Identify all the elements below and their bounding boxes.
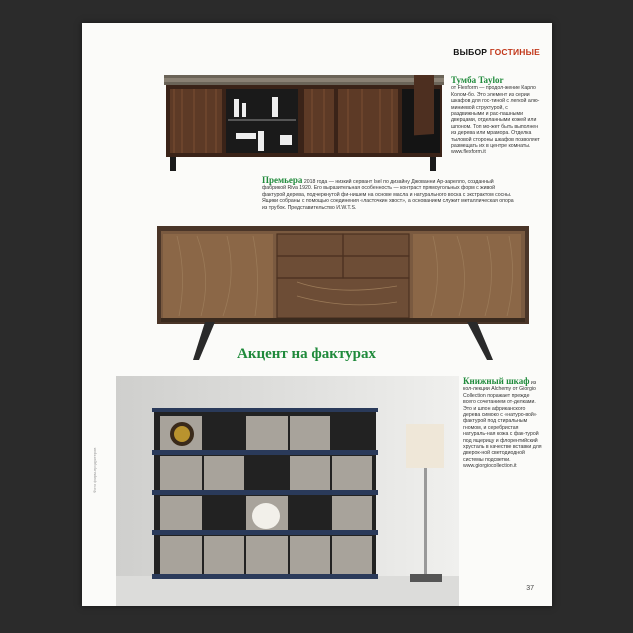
premiere-title: Премьера (262, 175, 303, 185)
alchemy-bookcase-photo (116, 376, 459, 606)
taylor-text: от Flexform — продол-жение Карло Колом-бо. Это элемент из серии шкафов для гос-тиной с легкой алю-миниевой структурой, с раздвижными и рас-пашными дверцами, отделанными кожей или шпоном. Топ мо-жет быть выполнен из дерева или мрамора. Отделка тыловой стороны шкафов позволяет размещать их в центре комнаты. www.flexform.it (451, 85, 540, 156)
isel-sideboard-image (157, 226, 529, 366)
taylor-cabinet-image (162, 75, 447, 185)
section-label: ВЫБОР (453, 47, 488, 57)
bookcase-title: Книжный шкаф (463, 376, 530, 386)
page-number: 37 (526, 585, 534, 592)
taylor-title: Тумба Taylor (451, 75, 504, 85)
photo-credit: Фото фирм-продуктеров (92, 447, 97, 493)
premiere-text: 2018 года — низкий сервант Isel по дизайну Джованни Ар-зарелло, созданный фабрикой Riva 1920. Его выразительная особенность — контраст прямоугольных форм с живой фактурой дерева, подчеркнутой фи-нишем на основе масла и натурального воска с экстрактом сосны. Ящики собраны с помощью соединения «ласточкин хвост», а основанием служит металлическая опора из трубок. Представительство И.W.T.S. (262, 179, 514, 211)
section-heading: Акцент на фактурах (237, 346, 376, 362)
bookcase-text: из кол-лекции Alchemy от Giorgio Collection поражает прежде всего сочетанием от-делками. Это и шпон африканского дерева симоко с «натуро-вой» фактурой под стиральным гномом, и серебристая натураль-ная кожа с фак-турой под ящерицу и флорентийский хрусталь в качестве вставки для дверок-ной светодиодной системы подсветки. www.giorgiocollection.it (463, 380, 542, 470)
magazine-page (82, 23, 552, 606)
subsection-label: ГОСТИНЫЕ (489, 47, 540, 57)
premiere-caption (262, 176, 518, 211)
bookcase-caption (463, 377, 543, 470)
taylor-caption (451, 76, 541, 156)
section-header (453, 47, 540, 57)
